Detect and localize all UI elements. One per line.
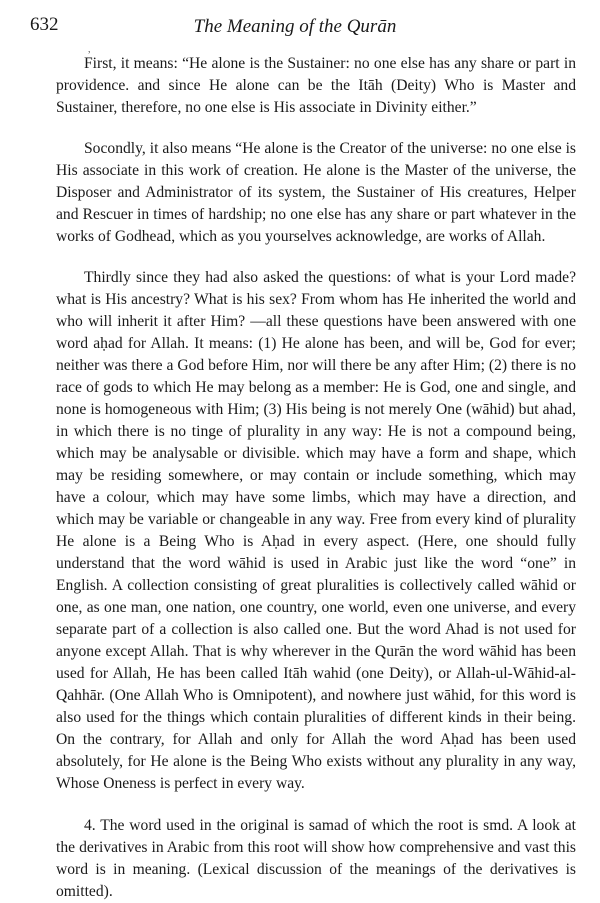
running-title: The Meaning of the Qurān (193, 16, 397, 37)
page-number: 632 (30, 14, 59, 35)
paragraph-thirdly: Thirdly since they had also asked the questions: of what is your Lord made? what is His ancestry? What is his sex? From whom has He inherited the world and who will inherit it after Him? —all these questions have been answered with one word aḥad for Allah. It means: (1) He alone has been, and will be, God for ever; neither was there a God before Him, nor will there be any after Him; (2) there is no race of gods to which He may belong as a member: He is God, one and single, and none is homogeneous with Him; (3) His being is not merely One (wāhid) but ahad, in which there is no tinge of plurality in any way: He is not a compound being, which may be analysable or divisible. which may have a form and shape, which may be residing somewhere, or may contain or include something, which may have a colour, which may have some limbs, which may have a direction, and which may be variable or changeable in any way. Free from every kind of plurality He alone is a Being Who is Aḥad in every aspect. (Here, one should fully understand that the word wāhid is used in Arabic just like the word “one” in English. A collection consisting of great pluralities is collectively called wāhid or one, as one man, one nation, one country, one world, even one universe, and every separate part of a collection is also called one. But the word Ahad is not used for anyone except Allah. That is why wherever in the Qurān the word wāhid has been used for Allah, He has been called Itāh wahid (one Deity), or Allah-ul-Wāhid-al-Qahhār. (One Allah Who is Omnipotent), and nowhere just wāhid, for this word is also used for the things which contain pluralities of different kinds in their being. On the contrary, for Allah and only for Allah the word Aḥad has been used absolutely, for He alone is the Being Who exists without any plurality in any way, Whose Oneness is perfect in every way. (56, 269, 576, 792)
paragraph-note-4: 4. The word used in the original is samad of which the root is smd. A look at the derivatives in Arabic from this root will show how comprehensive and vast this word is in meaning. (Lexical discussion of the meanings of the derivatives is omitted). (56, 817, 576, 900)
page-header (30, 14, 560, 38)
paragraph-secondly: Socondly, it also means “He alone is the Creator of the universe: no one else is His associate in this work of creation. He alone is the Master of the universe, the Disposer and Administrator of its system, the Sustainer of His creatures, Helper and Rescuer in times of hardship; no one else has any share or part whatever in the works of Godhead, which as you yourselves acknowledge, are works of Allah. (56, 140, 576, 245)
margin-mark: , (88, 44, 91, 55)
page-body (56, 53, 576, 903)
paragraph-first: First, it means: “He alone is the Sustainer: no one else has any share or part in providence. and since He alone can be the Itāh (Deity) Who is Master and Sustainer, therefore, no one else is His associate in Divinity either.” (56, 55, 576, 116)
